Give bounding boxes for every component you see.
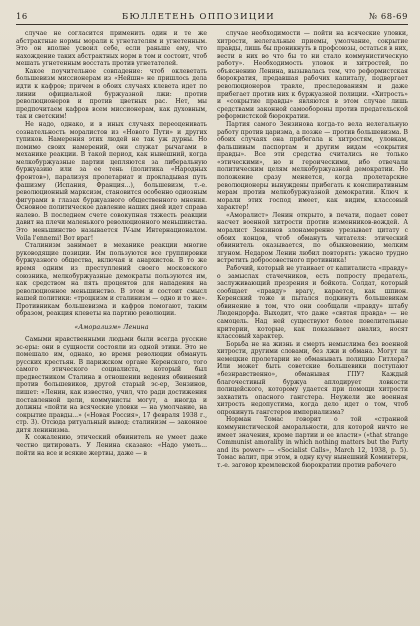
paragraph: Не надо, однако, и в иных случаях переоценивать сознательность моралистов из «Нового Пути» и других тупиков. Намерения этих людей не так уж дурны. Но помимо своих намерений, они служат рычагами в механике реакции. В такой период, как нынешний, когда мелкобуржуазные партии цепляются за либеральную буржуазию или за ее тень (политика «Народных фронтов»), парализуя пролетариат и прокладывая путь фашизму (Испания, Франция...), большевизм, т.-е. революционный марксизм, становится особенно одиозным фигурами в глазах буржуазного общественного мнения. Основное политическое давление наших дней идет справа налево. В последнем счете совокупная тяжесть реакции давит на плечи маленького революционного меньшинства. Это меньшинство называется IV-ым Интернационалом. Voila l'ennemi! Вот враг! — [16, 120, 207, 242]
section-title: «Аморализм» Ленина — [74, 322, 149, 331]
publication-title: БЮЛЛЕТЕНЬ ОППОЗИЦИИ — [122, 11, 275, 21]
paragraph: Самыми нравственными людьми были всегда русские эс-еры: они в сущности состояли из одной этики. Это не помешало им, однако, во время революции обмануть русских крестьян. В парижском органе Керенского, того самого этического социалиста, который был предвестником Сталина в отношении ведения обвинений против большевиков, другой старый эс-ер, Зензинов, пишет: «Ленин, как известно, учил, что ради достижения поставленной цели, коммунисты могут, а иногда и должны «пойти на всяческие уловки — на умолчание, на сокрытие правды...» («Новая Россия», 17 февраля 1938 г., стр. 3). Отсюда ритуальный вывод: сталинизм — законное дитя ленинизма. — [16, 335, 207, 434]
paragraph: случае не согласится применить один и те же абстрактные нормы морали к угнетателям и угнетенным. Это он вполне усвоил себе, если раньше ему, что нахождение таких абстрактных норм в том и состоит, чтоб мешать угнетенным восстать против угнетателей. — [16, 30, 207, 68]
page-number: 16 — [16, 11, 28, 21]
issue-number: № 68-69 — [369, 11, 408, 21]
paragraph: Сталинизм занимает в механике реакции многие руководящие позиции. Им пользуются все группировки буржуазного общества, включая и анархистов. В то же время одним из преступлений своего московского союзника, мелкобуржуазные демократы пользуются им, как средством на пять процентов для нападения на революционное меньшинство. В этом и состоит смысл нашей политики: «троцкизм и сталинизм — одно и то же». Противникам большевизма и кафров помогают, таким образом, реакция клеветы на партию революции. — [16, 242, 207, 318]
paragraph: Партия самого Зензинова когда-то вела нелегальную работу против царизма, а позже — против большевизма. В обоих случаях она прибегала к хитростям, уловкам, фальшивым паспортам и другим видам «сокрытия правды». Все эти средства считались не только «этическими», но и героическими, ибо отвечали политическим целям мелкобуржуазной демократии. Но положение сразу меняется, когда пролетарские революционеры вынуждены прибегать к конспиративным мерам против мелкобуржуазной демократии. Ключ к морали этих господ имеет, как видим, классовый характер! — [217, 120, 408, 212]
paragraph: Борьба не на жизнь и смерть немыслима без военной хитрости, другими словами, без лжи и обмана. Могут ли немецкие пролетарии не обманывать полицию Гитлера? Или может быть советские большевики поступают «безнравственно», обманывая ГПУ? Каждый благочестивый буржуа аплодирует ловкости полицейского, которому удается при помощи хитрости захватить опасного гангстера. Неужели же военная хитрость недопустима, когда дело идет о том, чтоб опрокинуть гангстеров империализма? — [217, 340, 408, 416]
text-columns — [16, 30, 408, 612]
left-column — [16, 30, 207, 612]
right-column — [217, 30, 408, 612]
paragraph: Какое поучительное совпадение: чтоб оклеветать большевизм миссионерам из «Нейшн» не пришлось дела идти к кафров; причем в обоих случаях клевета идет по линии официальной буржуазной лжи: против революционеров и против цветных рас. Нет, мы предпочитаем кафров всем миссионерам, как духовным, так и светским! — [16, 67, 207, 121]
paragraph: Рабочий, который не утаивает от капиталиста «правду» о замыслах стачечников, есть попросту предатель, заслуживающий презрения и бойкота. Солдат, который сообщает «правду» врагу, карается, как шпион. Керенский тоже и пытался подкинуть большевикам обвинение в том, что они сообщали «правду» штабу Людендорфа. Выходит, что даже «святая правда» — не самоцель. Над ней существуют более повелительные критерии, которые, как показывает анализ, носят классовый характер. — [217, 264, 408, 341]
paragraph: Норман Томас говорит о той «странной коммунистической аморальности, для которой ничто не имеет значения, кроме партии и ее власти» («that strange Communist amorality in which nothing matters but the Party and its power» — «Socialist Calls», March 12, 1938, p. 5). Томас валит, при этом, в одну кучу нынешний Коминтерн, т.-е. заговор кремлевской бюрократии против рабочего — [217, 416, 408, 469]
paragraph: «Аморалист» Ленин открыто, в печати, подает совет насчет военной хитрости против изменников-вождей. А моралист Зензинов злонамеренно урезывает цитату с обоих концов, чтоб обмануть читателя: этический обвинитель оказывается, по обыкновению, мелким лгуном. Недаром Ленин любил повторять: ужасно трудно встретить добросовестного противника! — [217, 211, 408, 265]
paragraph: К сожалению, этический обвинитель не умеет даже честно цитировать. У Ленина сказано: «Надо уметь... пойти на все и всякие жертвы, даже — в — [16, 434, 207, 457]
page-header — [16, 11, 408, 25]
paragraph: случае необходимости — пойти на всяческие уловки, хитрости, нелегальные приемы, умолчание, сокрытие правды, лишь бы проникнуть в профсоюзы, остаться в них, вести в них во что бы то ни стало коммунистическую работу». Необходимость уловок и хитростей, по объяснению Ленина, вызывалась тем, что реформистская бюрократия, предавшая рабочих капиталу, подвергает революционеров травле, преследованиям и даже прибегает против них к буржуазной полиции. «Хитрость» и «сокрытие правды» являются в этом случае лишь средствами законной самообороны против предательской реформистской бюрократии. — [217, 30, 408, 121]
